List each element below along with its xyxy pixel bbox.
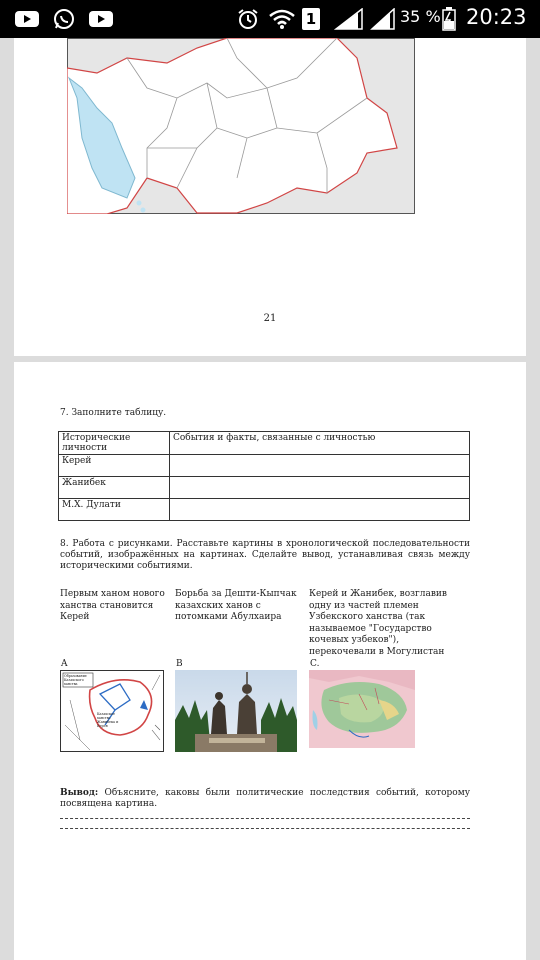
task-8-text: 8. Работа с рисунками. Расставьте картины в хронологической последовательности событий, изображённых на картинах. Сделайте вывод, устанавливая связь между историческими событиями.: [60, 539, 470, 571]
table-cell-empty: [170, 499, 470, 521]
table-header-cell: Исторические личности: [59, 432, 170, 455]
signal-icon: [334, 8, 364, 30]
picture-c-map: [309, 670, 415, 748]
signal-icon: [370, 8, 396, 30]
status-bar: [0, 0, 540, 38]
page-number: 21: [263, 313, 277, 324]
picture-a-map: [60, 670, 164, 752]
table-cell-empty: [170, 455, 470, 477]
conclusion-body: Объясните, каковы были политические последствия событий, которому посвящена картина.: [60, 788, 470, 809]
battery-percent: 35 %: [400, 7, 441, 26]
table-cell-name: Жанибек: [59, 477, 170, 499]
table-row: [59, 499, 470, 521]
table-header-cell: События и факты, связанные с личностью: [170, 432, 470, 455]
answer-line: [60, 828, 470, 829]
task-7-table: [58, 431, 470, 521]
table-cell-name: М.Х. Дулати: [59, 499, 170, 521]
label-c: C.: [310, 659, 320, 669]
map-a-label: Казахское ханство Жанибека и Керея: [97, 712, 119, 728]
sim1-icon: 1: [302, 8, 320, 30]
table-row: [59, 477, 470, 499]
caption-c: Керей и Жанибек, возглавив одну из частей племен Узбекского ханства (так называемое "Государство кочевых узбеков"), перекочевали в Могулистан: [309, 589, 447, 657]
caption-b: Борьба за Дешти-Кыпчак казахских ханов с потомками Абулхаира: [175, 589, 297, 622]
alarm-icon: [236, 8, 260, 30]
whatsapp-icon: [52, 8, 76, 30]
caption-a: Первым ханом нового ханства становится Керей: [60, 589, 165, 622]
table-cell-empty: [170, 477, 470, 499]
label-a: A: [61, 659, 68, 669]
kazakhstan-map: [67, 38, 415, 214]
map-a-label: Образование Казахского ханства: [64, 674, 87, 686]
youtube-icon: [14, 8, 40, 30]
youtube-icon: [88, 8, 114, 30]
task-7-title: 7. Заполните таблицу.: [60, 408, 167, 418]
conclusion-label: Вывод:: [60, 788, 99, 798]
conclusion-text: [60, 788, 470, 810]
wifi-icon: [268, 8, 296, 30]
table-header-row: [59, 432, 470, 455]
picture-b-monument: [175, 670, 297, 752]
answer-line: [60, 818, 470, 819]
document-page-21: [14, 38, 526, 356]
document-page-22: [14, 362, 526, 960]
table-cell-name: Керей: [59, 455, 170, 477]
table-row: [59, 455, 470, 477]
battery-icon: [442, 8, 456, 30]
label-b: B: [176, 659, 183, 669]
clock: 20:23: [466, 5, 527, 29]
